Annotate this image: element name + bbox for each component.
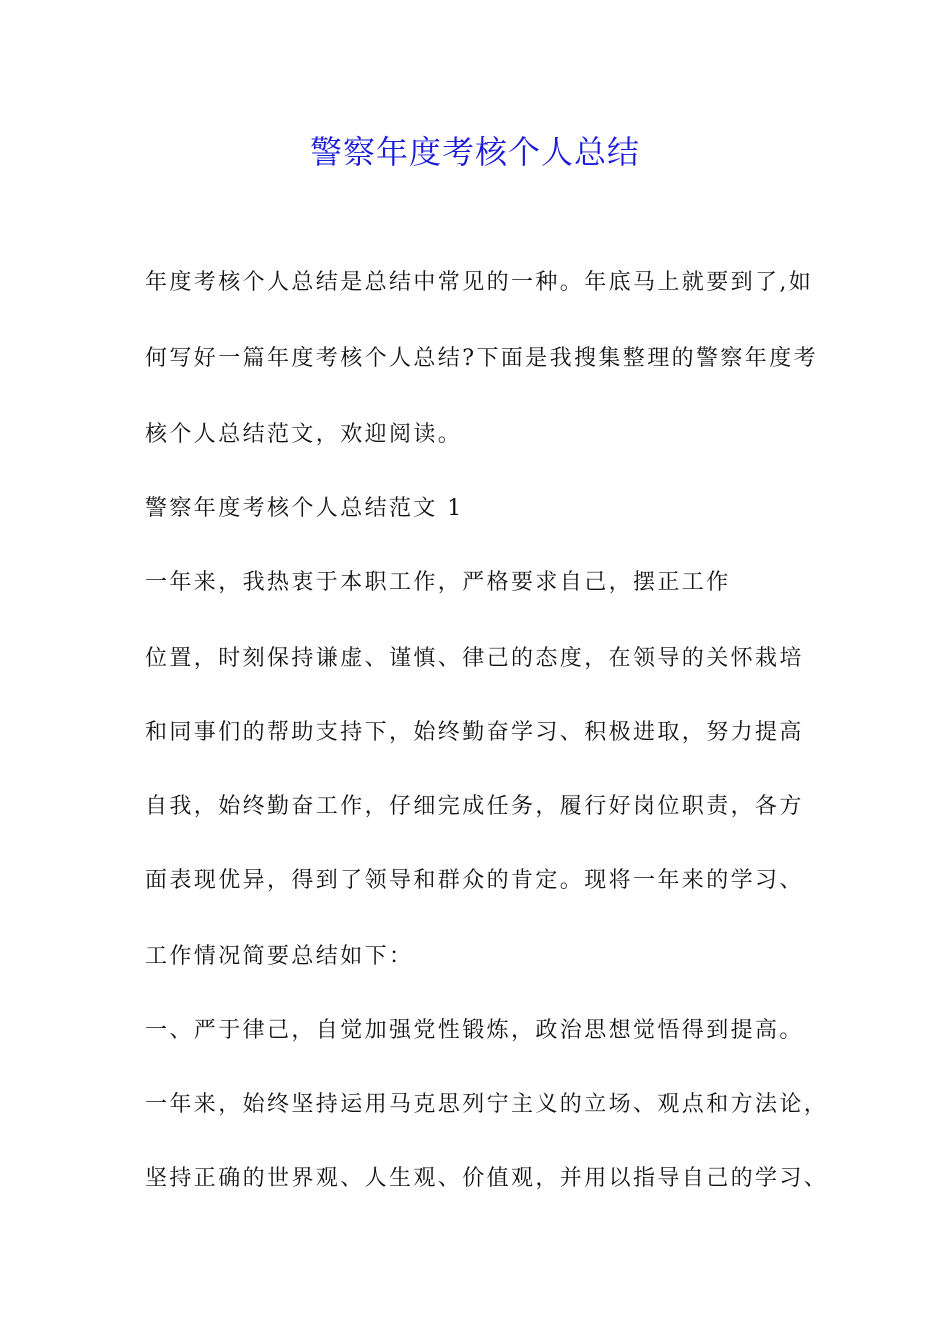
- body-line: 位置，时刻保持谦虚、谨慎、律己的态度，在领导的关怀栽培: [145, 646, 804, 671]
- subsection-heading: 一、严于律己，自觉加强党性锻炼，政治思想觉悟得到提高。: [145, 1018, 804, 1043]
- section-heading: 警察年度考核个人总结范文 1: [145, 496, 464, 521]
- body-line: 核个人总结范文，欢迎阅读。: [145, 422, 463, 447]
- body-line: 自我，始终勤奋工作，仔细完成任务，履行好岗位职责，各方: [145, 794, 804, 819]
- body-line: 面表现优异，得到了领导和群众的肯定。现将一年来的学习、: [145, 868, 804, 893]
- body-line: 坚持正确的世界观、人生观、价值观，并用以指导自己的学习、: [145, 1166, 829, 1191]
- body-line: 年度考核个人总结是总结中常见的一种。年底马上就要到了,如: [145, 270, 814, 295]
- body-line: 何写好一篇年度考核个人总结?下面是我搜集整理的警察年度考: [145, 346, 818, 371]
- body-line: 一年来，始终坚持运用马克思列宁主义的立场、观点和方法论，: [145, 1092, 829, 1117]
- document-title: 警察年度考核个人总结: [309, 133, 640, 171]
- body-line: 工作情况简要总结如下：: [145, 944, 414, 969]
- body-line: 和同事们的帮助支持下，始终勤奋学习、积极进取，努力提高: [145, 720, 804, 745]
- body-line: 一年来，我热衷于本职工作，严格要求自己，摆正工作: [145, 570, 731, 595]
